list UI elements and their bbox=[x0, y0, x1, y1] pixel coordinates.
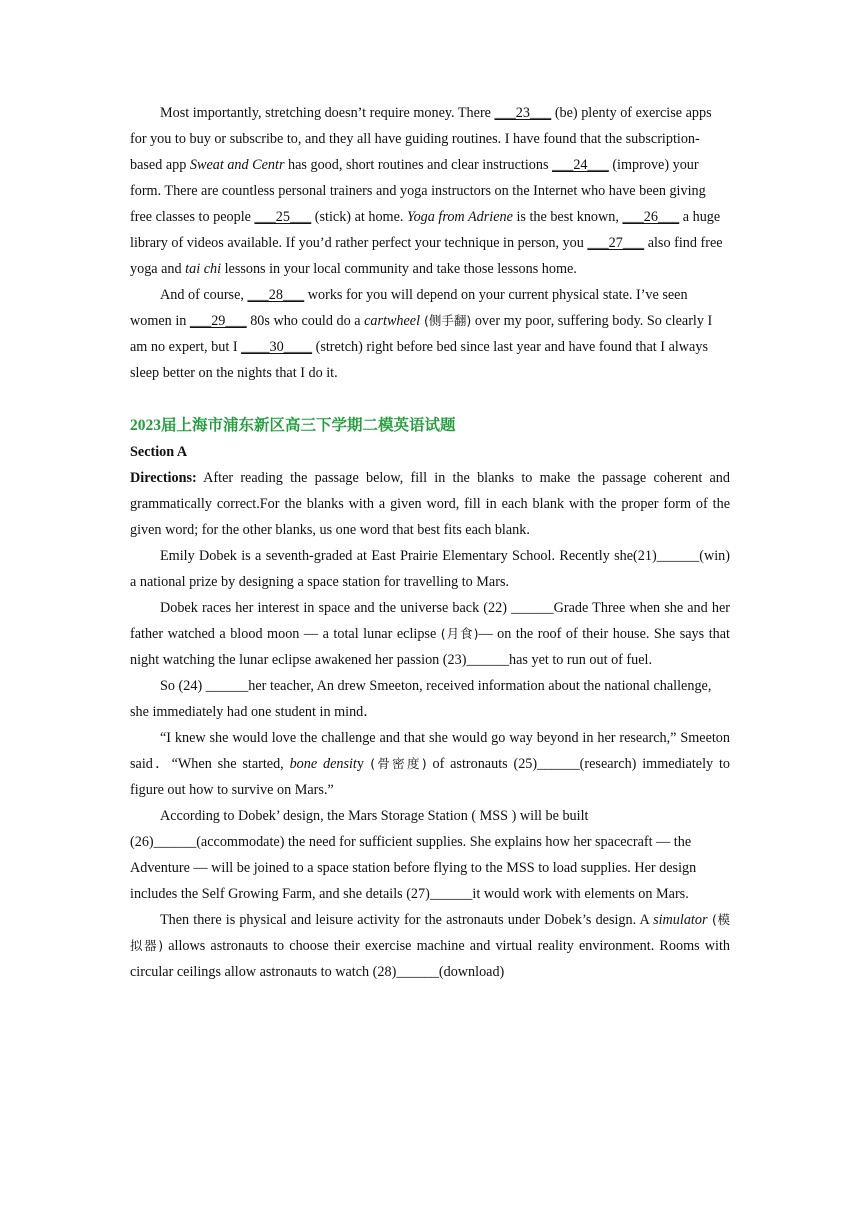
paragraph-interest bbox=[130, 595, 730, 673]
text: (stick) at home. bbox=[311, 209, 407, 225]
text: allows astronauts to choose their exercise machine and virtual reality environment. Rooms with circular ceilings allow astronauts to watch (28)______(download) bbox=[130, 938, 730, 980]
text: Then there is physical and leisure activity for the astronauts under Dobek’s design. A bbox=[160, 912, 654, 928]
blank-24: ___24___ bbox=[552, 157, 609, 173]
blank-25: ___25___ bbox=[254, 209, 312, 225]
text: And of course, bbox=[160, 287, 248, 303]
paragraph-design: According to Dobek’ design, the Mars Storage Station ( MSS ) will be built (26)______(accommodate) the need for sufficient supplies. She explains how her spacecraft — the Adventure — will be joined to a space station before flying to the MSS to load supplies. Her design includes the Self Growing Farm, and she details (27)______it would work with elements on Mars. bbox=[130, 808, 697, 902]
text: has good, short routines and clear instructions bbox=[284, 157, 553, 173]
blank-23: ___23___ bbox=[494, 105, 552, 121]
paragraph-stretching-apps bbox=[130, 100, 730, 282]
directions bbox=[130, 465, 730, 543]
chinese-gloss: (模拟器) bbox=[130, 912, 731, 953]
text: (be) plenty of exercise apps for you to buy or subscribe to, and they all have guiding routines. I have found that the subscription-based app bbox=[130, 105, 712, 173]
paragraph-activity bbox=[130, 907, 730, 985]
app-name: Sweat and Centr bbox=[189, 157, 285, 173]
yoga-title: Yoga from Adriene bbox=[406, 209, 513, 225]
text: is the best known, bbox=[512, 209, 623, 225]
text: (improve) your form. There are countless personal trainers and yoga instructors on the Internet who have been giving free classes to people bbox=[130, 157, 706, 225]
text: of astronauts (25)______(research) immediately to figure out how to survive on Mars.” bbox=[130, 756, 731, 798]
exam-title: 2023届上海市浦东新区高三下学期二模英语试题 bbox=[130, 417, 456, 434]
chinese-gloss: (侧手翻) bbox=[420, 313, 472, 328]
text: a huge library of videos available. If you’d rather perfect your technique in person, you bbox=[130, 209, 721, 251]
text: works for you will depend on your current physical state. I’ve seen women in bbox=[130, 287, 688, 329]
chinese-gloss: (月食) bbox=[440, 626, 479, 641]
text: — on the roof of their house. She says that night watching the lunar eclipse awakened her passion (23)______has yet to run out of fuel. bbox=[130, 626, 730, 668]
text: also find free yoga and bbox=[130, 235, 723, 277]
directions-text: After reading the passage below, fill in the blanks to make the passage coherent and grammatically correct.For the blanks with a given word, fill in each blank with the proper form of the given word; for the other blanks, us one word that best fits each blank. bbox=[130, 470, 730, 538]
text: lessons in your local community and take those lessons home. bbox=[221, 261, 577, 277]
text: (stretch) right before bed since last year and have found that I always sleep better on the nights that I do it. bbox=[130, 339, 708, 381]
cartwheel: cartwheel bbox=[364, 313, 421, 329]
blank-26: ___26___ bbox=[622, 209, 680, 225]
simulator: simulator bbox=[653, 912, 708, 928]
text: over my poor, suffering body. So clearly I am no expert, but I bbox=[130, 313, 713, 355]
text: Dobek races her interest in space and the universe back (22) ______Grade Three when she and her father watched a blood moon — a total lunar eclipse bbox=[130, 600, 730, 642]
blank-29: ___29___ bbox=[189, 313, 247, 329]
document-page bbox=[130, 100, 730, 985]
paragraph-physical-state bbox=[130, 282, 730, 386]
paragraph-intro: Emily Dobek is a seventh-graded at East Prairie Elementary School. Recently she(21)______(win) a national prize by designing a space station for travelling to Mars. bbox=[130, 548, 730, 590]
chinese-gloss: (骨密度) bbox=[363, 756, 427, 771]
blank-30: ____30____ bbox=[241, 339, 313, 355]
directions-label: Directions: bbox=[130, 470, 197, 486]
paragraph-teacher: So (24) ______her teacher, An drew Smeeton, received information about the national challenge, she immediately had one student in mind． bbox=[130, 678, 712, 720]
tai-chi: tai chi bbox=[185, 261, 222, 277]
section-heading: Section A bbox=[130, 444, 188, 460]
text: y bbox=[356, 756, 364, 772]
bone-density: bone densit bbox=[289, 756, 357, 772]
text: “I knew she would love the challenge and that she would go way beyond in her research,” Smeeton said．“When she started, bbox=[130, 730, 730, 772]
blank-27: ___27___ bbox=[587, 235, 645, 251]
text: 80s who could do a bbox=[246, 313, 365, 329]
blank-28: ___28___ bbox=[247, 287, 305, 303]
text: Most importantly, stretching doesn’t require money. There bbox=[160, 105, 495, 121]
paragraph-quote bbox=[130, 725, 730, 803]
